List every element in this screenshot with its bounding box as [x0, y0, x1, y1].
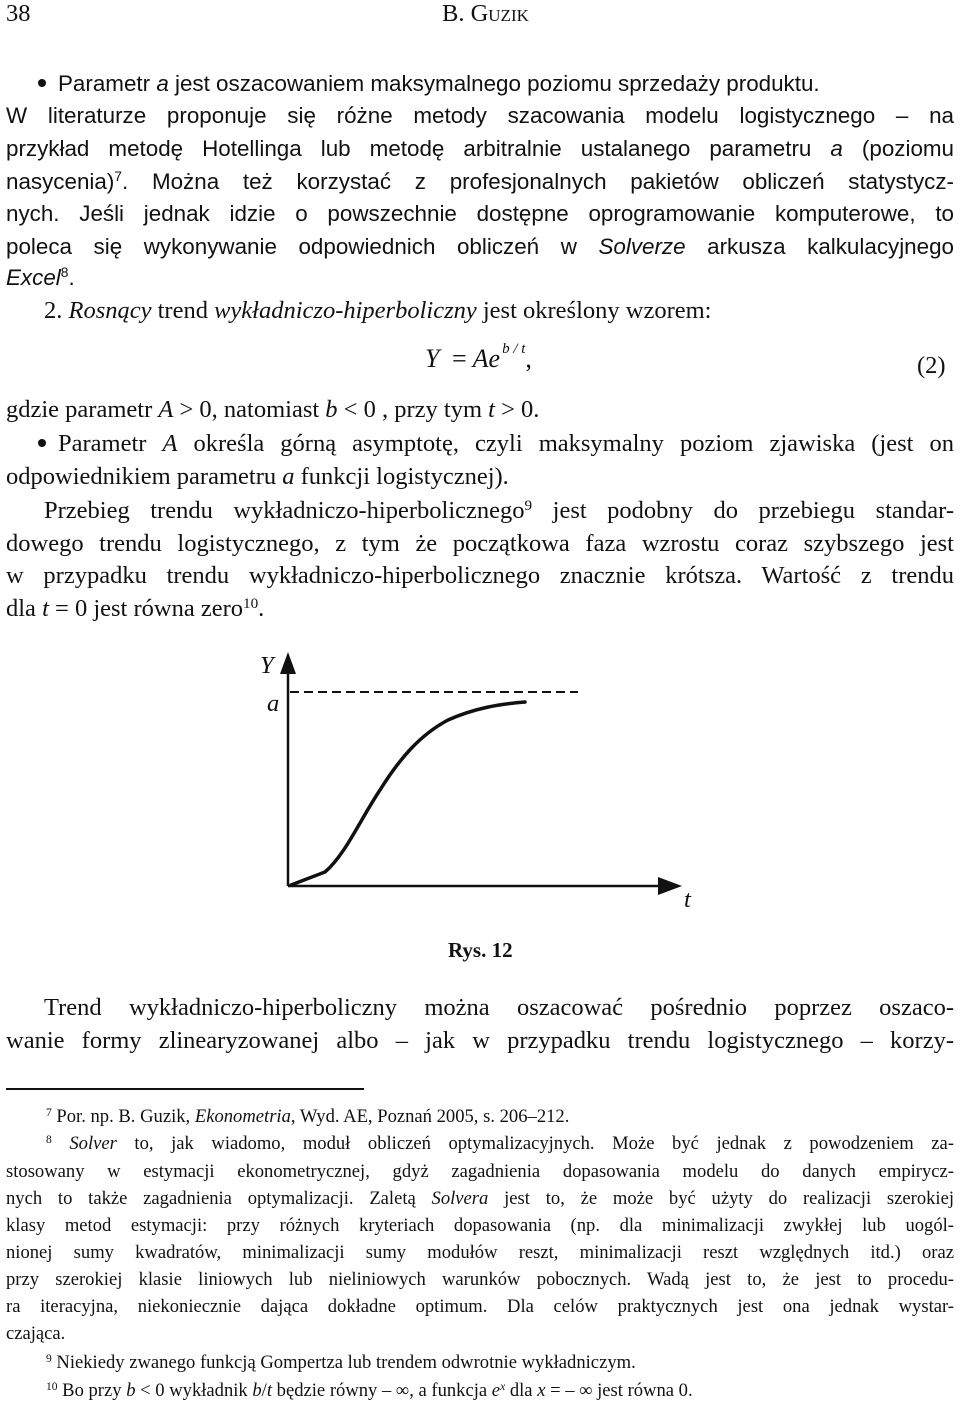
bullet-item-parametr-A: Parametr A określa górną asymptotę, czyli maksymalny poziom zjawiska (jest on: [38, 430, 954, 458]
bullet-icon: [38, 439, 46, 447]
paragraph-line: Przebieg trendu wykładniczo-hiperbolicznego$^9$ jest podobny do przebiegu standar-: [44, 496, 954, 524]
paragraph-line: nych. Jeśli jednak idzie o powszechnie dostępne oprogramowanie komputerowe, to: [6, 201, 954, 226]
footnote-8: $^8$ Solver to, jak wiadomo, moduł obliczeń optymalizacyjnych. Może być jednak z powodzeniem za-: [46, 1133, 954, 1154]
figure-caption: Rys. 12: [448, 938, 513, 962]
footnote-line: nych to także zagadnienia optymalizacji. Zaletą Solvera jest to, że może być użyty do realizacji szerokiej: [6, 1188, 954, 1209]
y-axis-arrow: [280, 652, 296, 674]
x-axis-arrow: [658, 877, 682, 895]
trend-curve: [291, 702, 525, 885]
paragraph-line: w przypadku trendu wykładniczo-hiperbolicznego znacznie krótsza. Wartość z trendu: [6, 562, 954, 589]
paragraph-line: Excel$^8$.: [6, 264, 75, 290]
x-axis-label: t: [684, 886, 691, 913]
y-axis-label: Y: [260, 652, 274, 679]
footnote-9: $^9$ Niekiedy zwanego funkcją Gompertza lub trendem odwrotnie wykładniczym.: [46, 1352, 636, 1373]
trend-figure: [0, 640, 960, 930]
page-number: 38: [6, 0, 31, 27]
paragraph-line: odpowiednikiem parametru a funkcji logistycznej).: [6, 463, 509, 490]
formula-conditions: gdzie parametr A > 0, natomiast b < 0 , przy tym t > 0.: [6, 396, 540, 423]
footnote-line: nionej sumy kwadratów, minimalizacji sumy modułów reszt, minimalizacji reszt względnych itd.) oraz: [6, 1242, 954, 1263]
asymptote-label: a: [267, 690, 280, 717]
paragraph-line: dowego trendu logistycznego, z tym że początkowa faza wzrostu coraz szybszego jest: [6, 530, 954, 557]
footnote-line: czająca.: [6, 1323, 66, 1344]
paragraph-line: wanie formy zlinearyzowanej albo – jak w przypadku trendu logistycznego – korzy-: [6, 1027, 954, 1054]
footnote-line: klasy metod estymacji: przy różnych kryteriach dopasowania (np. dla minimalizacji zwykłej lub uogól-: [6, 1215, 954, 1236]
running-head: B. Guzik: [442, 0, 529, 27]
footnote-line: stosowany w estymacji ekonometrycznej, gdyż zagadnienia dopasowania modelu do danych empirycz-: [6, 1161, 954, 1182]
footnote-line: ra iteracyjna, niekoniecznie dająca dokładne optimum. Dla celów praktycznych jest ona jednak wystar-: [6, 1296, 954, 1317]
footnote-rule: [6, 1088, 364, 1090]
formula-2: Y = Ae $^{b / t}$,: [425, 341, 532, 373]
footnote-7: $^7$ Por. np. B. Guzik, Ekonometria, Wyd. AE, Poznań 2005, s. 206–212.: [46, 1106, 570, 1127]
bullet-item-parametr-a: Parametr a jest oszacowaniem maksymalnego poziomu sprzedaży produktu.: [38, 71, 820, 97]
paragraph-line: W literaturze proponuje się różne metody szacowania modelu logistycznego – na: [6, 103, 954, 128]
paragraph-line: dla t = 0 jest równa zero$^{10}$.: [6, 594, 265, 622]
paragraph-line: Trend wykładniczo-hiperboliczny można oszacować pośrednio poprzez oszaco-: [44, 994, 954, 1021]
bullet-icon: [38, 79, 46, 87]
equation-number: (2): [917, 352, 946, 379]
footnote-line: przy szerokiej klasie liniowych lub nieliniowych warunków pobocznych. Wadą jest to, że jest to procedu-: [6, 1269, 954, 1290]
paragraph-line: przykład metodę Hotellinga lub metodę arbitralnie ustalanego parametru a (poziomu: [6, 136, 954, 161]
paragraph-line: poleca się wykonywanie odpowiednich obliczeń w Solverze arkusza kalkulacyjnego: [6, 234, 954, 259]
paragraph-line: nasycenia)$^7$. Można też korzystać z profesjonalnych pakietów obliczeń statystycz-: [6, 168, 954, 194]
footnote-10: $^{10}$ Bo przy b < 0 wykładnik b/t będzie równy – ∞, a funkcja $e^x$ dla x = – ∞ jest równa 0.: [46, 1380, 693, 1401]
section-2-lead: 2. Rosnący trend wykładniczo-hiperboliczny jest określony wzorem:: [44, 297, 712, 324]
